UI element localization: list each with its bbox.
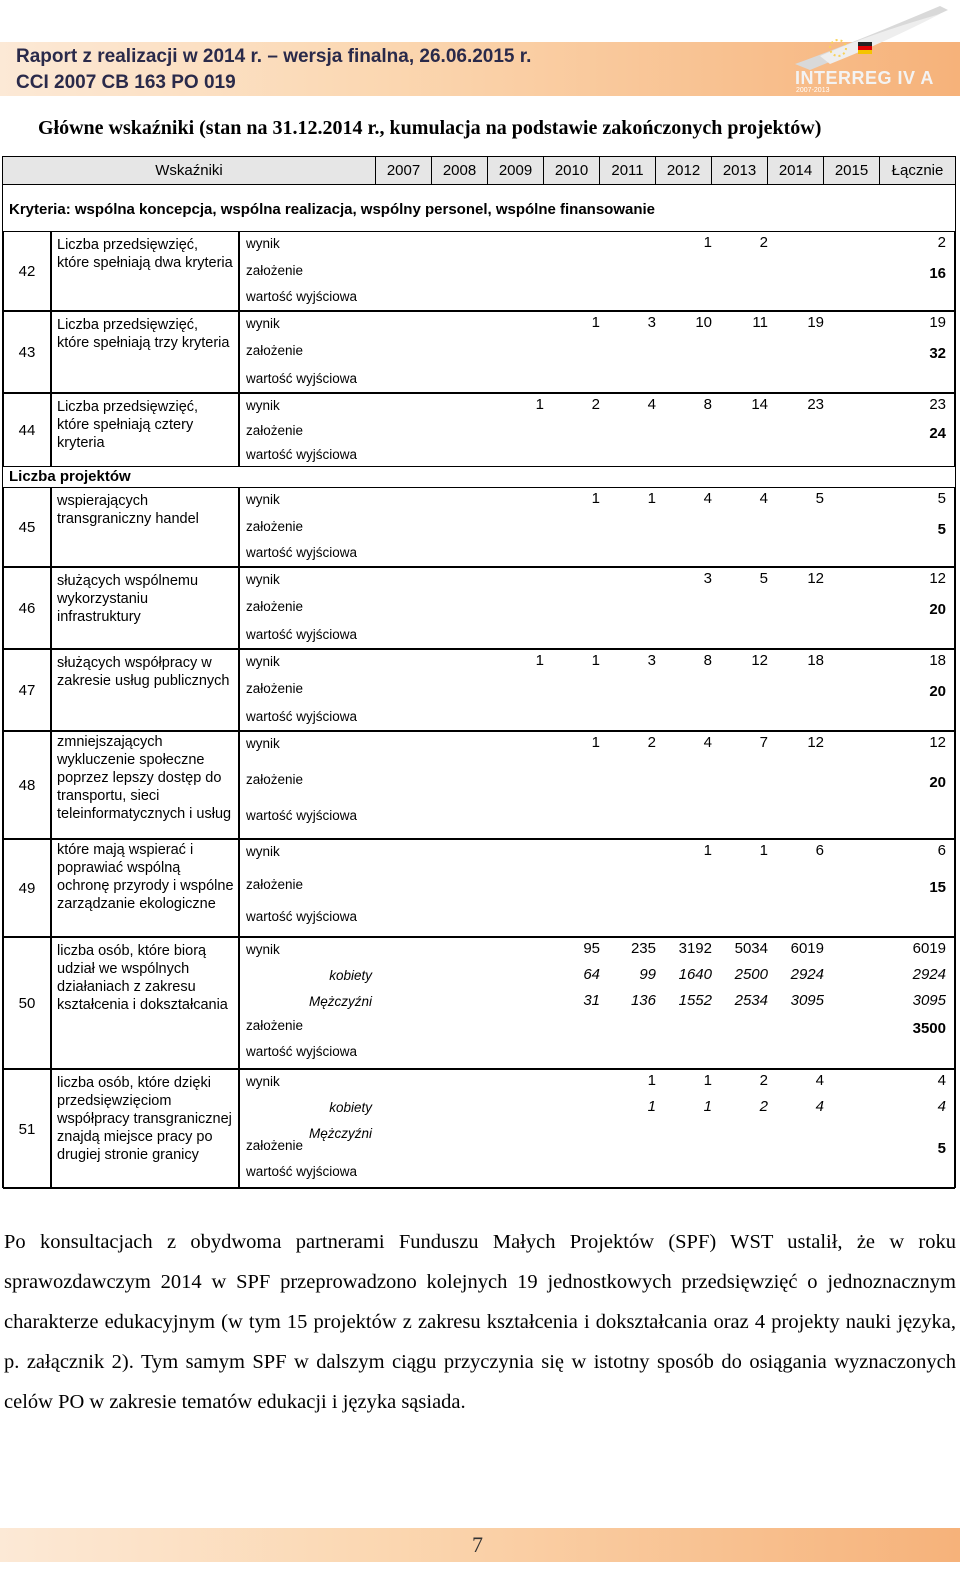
- wartosc-label: wartość wyjściowa: [246, 289, 358, 304]
- indicator-row: [3, 231, 955, 311]
- zalozenie-label: założenie: [246, 263, 304, 278]
- zalozenie-value: 3500: [912, 1020, 946, 1037]
- value-cell: 235: [630, 940, 656, 957]
- value-cell: 2: [937, 234, 946, 251]
- indicators-table: [2, 156, 956, 1188]
- indicator-description: Liczba przedsięwzięć, które spełniają dwa kryteria: [51, 231, 239, 311]
- column-header: 2011: [599, 157, 655, 184]
- value-cell: 4: [703, 490, 712, 507]
- value-cell: 12: [929, 734, 946, 751]
- value-cell: 1: [647, 1072, 656, 1089]
- value-cell: 4: [937, 1072, 946, 1089]
- zalozenie-value: 20: [929, 683, 946, 700]
- value-cell: 1: [703, 842, 712, 859]
- value-cell: 3095: [912, 992, 946, 1009]
- column-header: Łącznie: [879, 157, 955, 184]
- indicator-number: 42: [3, 231, 51, 311]
- value-cell: 12: [751, 652, 768, 669]
- logo-text: INTERREG IV A: [795, 68, 934, 88]
- zalozenie-label: założenie: [246, 1018, 304, 1033]
- wynik-label: wynik: [246, 844, 280, 859]
- column-header: 2013: [711, 157, 767, 184]
- value-cell: 1: [647, 490, 656, 507]
- zalozenie-label: założenie: [246, 681, 304, 696]
- zalozenie-value: 20: [929, 601, 946, 618]
- value-cell: 3095: [790, 992, 824, 1009]
- indicator-values: [239, 1069, 955, 1189]
- value-cell: 2: [647, 734, 656, 751]
- value-cell: 2500: [734, 966, 768, 983]
- indicator-values: [239, 487, 955, 567]
- indicator-description: liczba osób, które dzięki przedsięwzięciom współpracy transgranicznej znajdą miejsce pracy po drugiej stronie granicy: [51, 1069, 239, 1189]
- wynik-label: wynik: [246, 492, 280, 507]
- wartosc-label: wartość wyjściowa: [246, 909, 358, 924]
- indicator-row: [3, 487, 955, 567]
- value-cell: 4: [937, 1098, 946, 1115]
- indicator-row: [3, 649, 955, 731]
- zalozenie-label: założenie: [246, 1138, 304, 1153]
- indicator-description: Liczba przedsięwzięć, które spełniają cztery kryteria: [51, 393, 239, 467]
- mezczyzni-label: Mężczyźni: [308, 994, 372, 1009]
- zalozenie-label: założenie: [246, 423, 304, 438]
- wartosc-label: wartość wyjściowa: [246, 447, 358, 462]
- zalozenie-value: 16: [929, 265, 946, 282]
- value-cell: 6019: [790, 940, 824, 957]
- value-cell: 1: [647, 1098, 656, 1115]
- value-cell: 4: [759, 490, 768, 507]
- indicator-description: które mają wspierać i poprawiać wspólną ochronę przyrody i wspólne zarządzanie ekologiczne: [51, 839, 239, 937]
- indicator-number: 46: [3, 567, 51, 649]
- indicator-values: [239, 937, 955, 1069]
- indicator-row: [3, 311, 955, 393]
- value-cell: 99: [639, 966, 656, 983]
- zalozenie-value: 5: [937, 1140, 946, 1157]
- value-cell: 95: [583, 940, 600, 957]
- indicator-number: 45: [3, 487, 51, 567]
- column-header: 2014: [767, 157, 823, 184]
- wynik-label: wynik: [246, 942, 280, 957]
- indicator-values: [239, 731, 955, 839]
- value-cell: 3: [703, 570, 712, 587]
- wynik-label: wynik: [246, 736, 280, 751]
- indicator-description: liczba osób, które biorą udział we wspólnych działaniach z zakresu kształcenia i dokształcania: [51, 937, 239, 1069]
- value-cell: 31: [583, 992, 600, 1009]
- indicator-values: [239, 231, 955, 311]
- value-cell: 1: [703, 234, 712, 251]
- wynik-label: wynik: [246, 398, 280, 413]
- logo-years: 2007-2013: [796, 87, 830, 94]
- wartosc-label: wartość wyjściowa: [246, 1044, 358, 1059]
- wynik-label: wynik: [246, 572, 280, 587]
- zalozenie-label: założenie: [246, 519, 304, 534]
- value-cell: 64: [583, 966, 600, 983]
- value-cell: 10: [695, 314, 712, 331]
- wynik-label: wynik: [246, 654, 280, 669]
- value-cell: 5: [937, 490, 946, 507]
- value-cell: 4: [703, 734, 712, 751]
- indicator-values: [239, 311, 955, 393]
- column-header: 2012: [655, 157, 711, 184]
- indicator-values: [239, 567, 955, 649]
- column-header: 2015: [823, 157, 879, 184]
- indicator-description: Liczba przedsięwzięć, które spełniają trzy kryteria: [51, 311, 239, 393]
- column-header: 2010: [543, 157, 599, 184]
- table-header-row: [3, 157, 955, 185]
- zalozenie-label: założenie: [246, 599, 304, 614]
- value-cell: 23: [807, 396, 824, 413]
- indicator-values: [239, 649, 955, 731]
- indicator-description: służących współpracy w zakresie usług publicznych: [51, 649, 239, 731]
- value-cell: 1: [591, 314, 600, 331]
- zalozenie-value: 15: [929, 879, 946, 896]
- zalozenie-value: 32: [929, 345, 946, 362]
- indicator-row: [3, 393, 955, 467]
- value-cell: 2: [759, 1098, 768, 1115]
- section-title: Główne wskaźniki (stan na 31.12.2014 r., kumulacja na podstawie zakończonych projektów): [38, 117, 822, 139]
- indicator-description: zmniejszających wykluczenie społeczne poprzez lepszy dostęp do transportu, sieci teleinformatycznych i usług: [51, 731, 239, 839]
- wartosc-label: wartość wyjściowa: [246, 709, 358, 724]
- wartosc-label: wartość wyjściowa: [246, 627, 358, 642]
- value-cell: 4: [815, 1098, 824, 1115]
- zalozenie-value: 5: [937, 521, 946, 538]
- value-cell: 3192: [678, 940, 712, 957]
- value-cell: 14: [751, 396, 768, 413]
- value-cell: 12: [807, 570, 824, 587]
- value-cell: 1: [591, 734, 600, 751]
- value-cell: 1: [759, 842, 768, 859]
- wartosc-label: wartość wyjściowa: [246, 808, 358, 823]
- value-cell: 6: [937, 842, 946, 859]
- column-header: 2009: [487, 157, 543, 184]
- wynik-label: wynik: [246, 1074, 280, 1089]
- value-cell: 6019: [912, 940, 946, 957]
- column-header: Wskaźniki: [155, 162, 223, 179]
- indicator-number: 43: [3, 311, 51, 393]
- indicator-number: 50: [3, 937, 51, 1069]
- indicator-number: 49: [3, 839, 51, 937]
- indicator-row: [3, 731, 955, 839]
- value-cell: 4: [647, 396, 656, 413]
- kobiety-label: kobiety: [329, 968, 372, 983]
- value-cell: 3: [647, 314, 656, 331]
- indicator-description: służących wspólnemu wykorzystaniu infrastruktury: [51, 567, 239, 649]
- value-cell: 18: [807, 652, 824, 669]
- projects-section-label: Liczba projektów: [9, 468, 131, 485]
- value-cell: 19: [929, 314, 946, 331]
- mezczyzni-label: Mężczyźni: [308, 1126, 372, 1141]
- value-cell: 19: [807, 314, 824, 331]
- value-cell: 11: [752, 314, 768, 331]
- value-cell: 5: [815, 490, 824, 507]
- value-cell: 18: [929, 652, 946, 669]
- indicator-number: 44: [3, 393, 51, 467]
- value-cell: 1: [535, 652, 544, 669]
- indicator-number: 47: [3, 649, 51, 731]
- column-header: 2008: [431, 157, 487, 184]
- zalozenie-value: 20: [929, 774, 946, 791]
- body-paragraph: Po konsultacjach z obydwoma partnerami Funduszu Małych Projektów (SPF) WST ustalił, że w roku sprawozdawczym 2014 w SPF przeprowadzono kolejnych 19 jednostkowych przedsięwzięć o jednoznacznym charakterze edukacyjnym (w tym 15 projektów z zakresu kształcenia i dokształcania oraz 4 projekty nauki języka, p. załącznik 2). Tym samym SPF w dalszym ciągu przyczynia się w istotny sposób do osiągania wyznaczonych celów PO w zakresie tematów edukacji i języka sąsiada.: [4, 1231, 956, 1413]
- value-cell: 2534: [734, 992, 768, 1009]
- zalozenie-label: założenie: [246, 877, 304, 892]
- value-cell: 1: [591, 490, 600, 507]
- value-cell: 1: [703, 1072, 712, 1089]
- value-cell: 5: [759, 570, 768, 587]
- indicator-row: [3, 567, 955, 649]
- value-cell: 1552: [678, 992, 712, 1009]
- zalozenie-label: założenie: [246, 343, 304, 358]
- zalozenie-label: założenie: [246, 772, 304, 787]
- value-cell: 8: [703, 652, 712, 669]
- value-cell: 6: [815, 842, 824, 859]
- wartosc-label: wartość wyjściowa: [246, 545, 358, 560]
- value-cell: 136: [630, 992, 656, 1009]
- column-header: 2007: [375, 157, 431, 184]
- value-cell: 1: [591, 652, 600, 669]
- value-cell: 4: [815, 1072, 824, 1089]
- value-cell: 1640: [678, 966, 712, 983]
- value-cell: 2: [759, 1072, 768, 1089]
- value-cell: 7: [759, 734, 768, 751]
- value-cell: 1: [535, 396, 544, 413]
- indicator-row: [3, 1069, 955, 1189]
- report-code: CCI 2007 CB 163 PO 019: [16, 72, 236, 93]
- wynik-label: wynik: [246, 316, 280, 331]
- value-cell: 3: [647, 652, 656, 669]
- page-number: 7: [472, 1532, 483, 1557]
- criteria-label: Kryteria: wspólna koncepcja, wspólna realizacja, wspólny personel, wspólne finansowanie: [9, 201, 656, 218]
- indicator-values: [239, 839, 955, 937]
- kobiety-label: kobiety: [329, 1100, 372, 1115]
- value-cell: 12: [807, 734, 824, 751]
- value-cell: 2924: [790, 966, 824, 983]
- indicator-row: [3, 839, 955, 937]
- value-cell: 2924: [912, 966, 946, 983]
- indicator-description: wspierających transgraniczny handel: [51, 487, 239, 567]
- value-cell: 23: [929, 396, 946, 413]
- indicator-number: 51: [3, 1069, 51, 1189]
- indicator-values: [239, 393, 955, 467]
- value-cell: 2: [591, 396, 600, 413]
- indicator-row: [3, 937, 955, 1069]
- value-cell: 8: [703, 396, 712, 413]
- wynik-label: wynik: [246, 236, 280, 251]
- value-cell: 5034: [734, 940, 768, 957]
- wartosc-label: wartość wyjściowa: [246, 1164, 358, 1179]
- value-cell: 1: [703, 1098, 712, 1115]
- zalozenie-value: 24: [929, 425, 946, 442]
- value-cell: 12: [929, 570, 946, 587]
- wartosc-label: wartość wyjściowa: [246, 371, 358, 386]
- indicator-number: 48: [3, 731, 51, 839]
- report-title: Raport z realizacji w 2014 r. – wersja finalna, 26.06.2015 r.: [16, 46, 532, 67]
- value-cell: 2: [759, 234, 768, 251]
